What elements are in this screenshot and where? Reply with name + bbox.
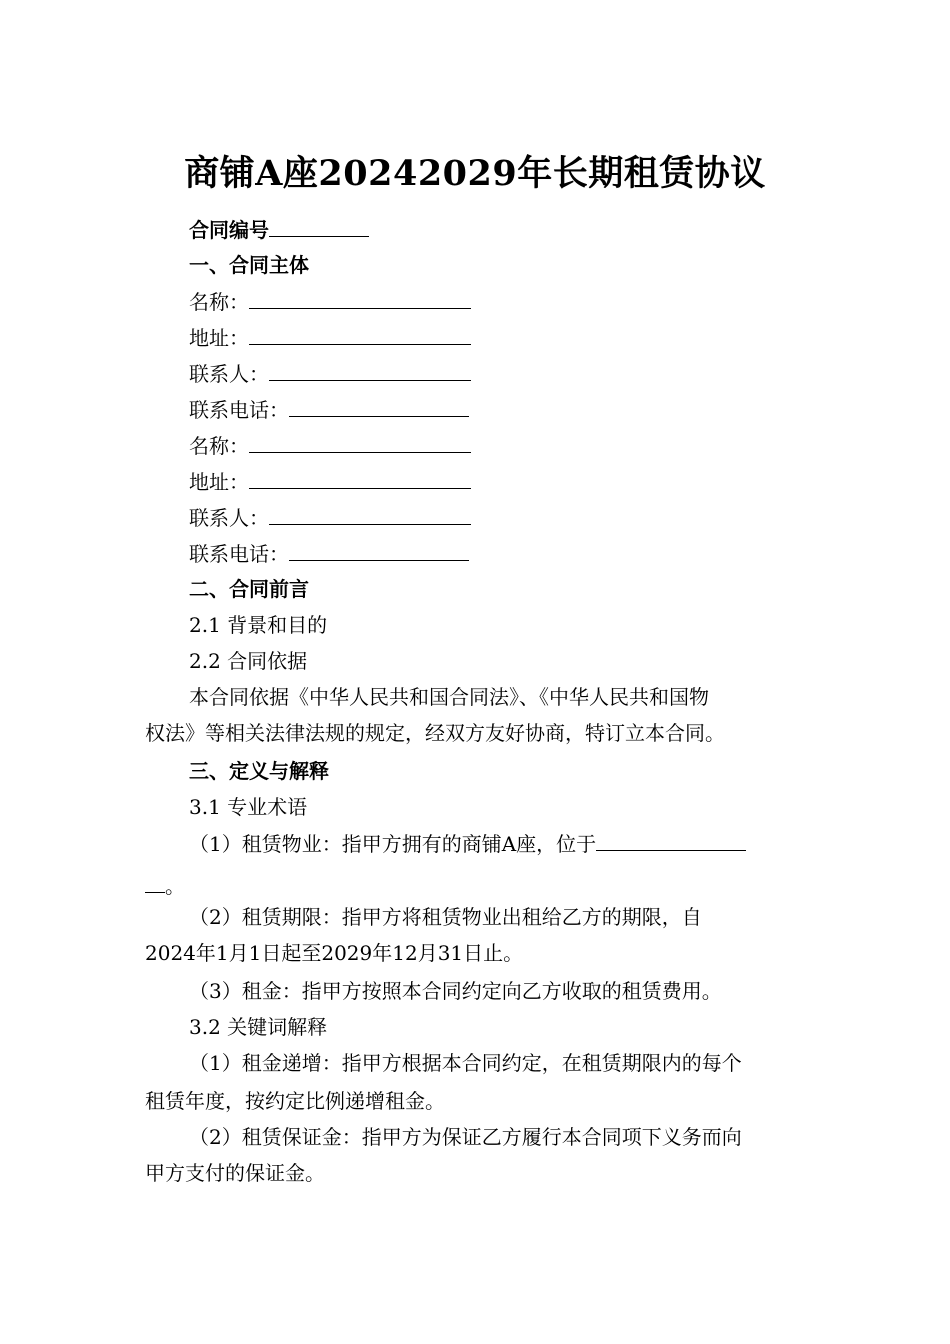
party-field-label: 联系电话： (189, 398, 289, 422)
party-field-label: 地址： (189, 470, 249, 494)
contract-number-blank (269, 214, 369, 237)
party-field-name (189, 286, 471, 317)
party-field-blank (289, 394, 469, 417)
paragraph-line: （2）租赁期限：指甲方将租赁物业出租给乙方的期限，自 (189, 905, 702, 929)
party-field-blank (249, 322, 471, 345)
term-1-end: 。 (165, 874, 185, 898)
term-1-line (189, 828, 746, 859)
party-field-address (189, 322, 471, 353)
paragraph-line: （1）租金递增：指甲方根据本合同约定，在租赁期限内的每个 (189, 1051, 742, 1075)
party-field-label: 地址： (189, 326, 249, 350)
contract-number-label: 合同编号 (189, 218, 269, 242)
location-blank (596, 828, 746, 851)
document-title: 商铺A座20242029年长期租赁协议 (184, 153, 766, 194)
party-field-address (189, 466, 471, 497)
party-field-label: 名称： (189, 434, 249, 458)
section-3-heading: 三、定义与解释 (189, 759, 329, 783)
section-2-heading: 二、合同前言 (189, 577, 309, 601)
paragraph-line: 权法》等相关法律法规的规定，经双方友好协商，特订立本合同。 (145, 721, 725, 745)
item-3-2: 3.2 关键词解释 (189, 1015, 328, 1039)
party-field-phone (189, 394, 469, 425)
party-field-blank (269, 358, 471, 381)
paragraph-line: （3）租金：指甲方按照本合同约定向乙方收取的租赁费用。 (189, 979, 722, 1003)
location-blank-continued (145, 870, 165, 893)
party-field-label: 联系电话： (189, 542, 289, 566)
paragraph-line: 甲方支付的保证金。 (145, 1161, 325, 1185)
party-field-blank (249, 430, 471, 453)
party-field-label: 名称： (189, 290, 249, 314)
paragraph-line: （2）租赁保证金：指甲方为保证乙方履行本合同项下义务而向 (189, 1125, 742, 1149)
party-field-contact (189, 358, 471, 389)
party-field-name (189, 430, 471, 461)
item-2-2: 2.2 合同依据 (189, 649, 308, 673)
term-1-line-2 (145, 870, 185, 901)
party-field-label: 联系人： (189, 362, 269, 386)
term-1-text: （1）租赁物业：指甲方拥有的商铺A座，位于 (189, 832, 597, 856)
party-field-blank (289, 538, 469, 561)
party-field-blank (249, 286, 471, 309)
section-1-heading: 一、合同主体 (189, 253, 309, 277)
contract-number-line (189, 214, 369, 245)
party-field-blank (269, 502, 471, 525)
party-field-blank (249, 466, 471, 489)
item-3-1: 3.1 专业术语 (189, 795, 308, 819)
paragraph-line: 2024年1月1日起至2029年12月31日止。 (145, 941, 524, 965)
party-field-contact (189, 502, 471, 533)
item-2-1: 2.1 背景和目的 (189, 613, 328, 637)
party-field-label: 联系人： (189, 506, 269, 530)
party-field-phone (189, 538, 469, 569)
paragraph-line: 租赁年度，按约定比例递增租金。 (145, 1089, 445, 1113)
paragraph-line: 本合同依据《中华人民共和国合同法》、《中华人民共和国物 (189, 685, 709, 709)
